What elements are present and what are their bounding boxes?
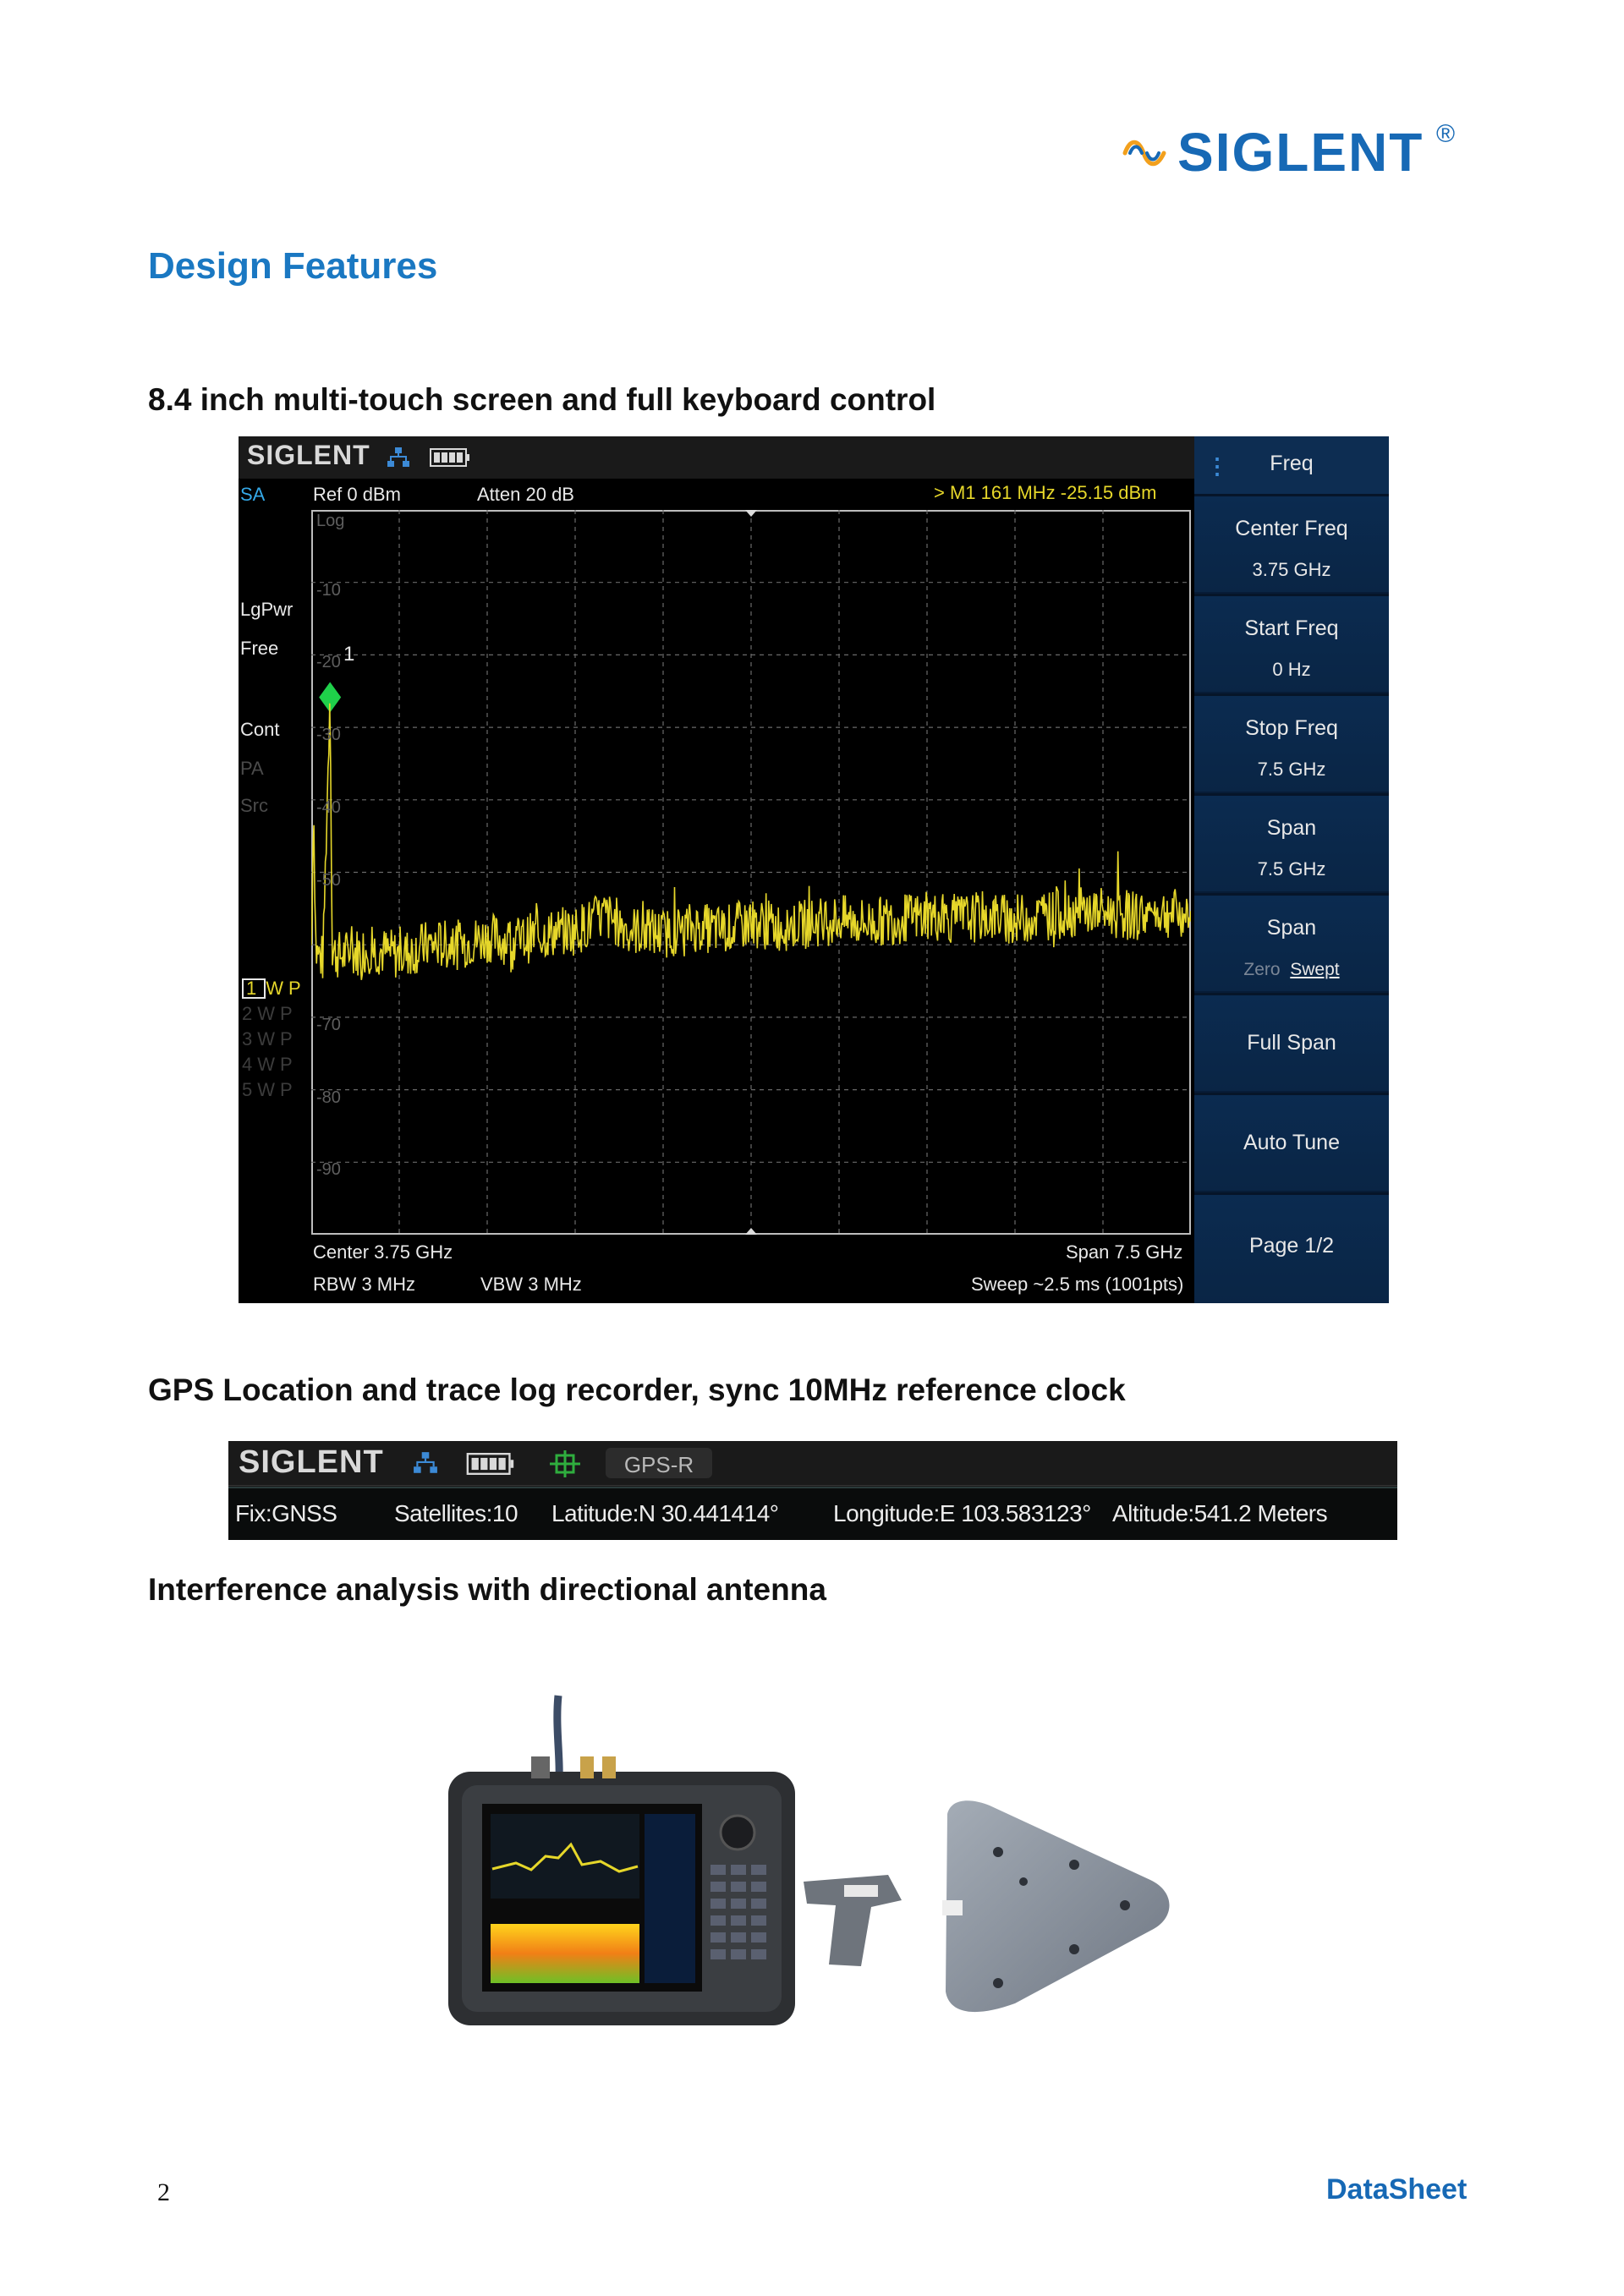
menu-title-bar[interactable] bbox=[1194, 436, 1389, 494]
footer-datasheet-label: DataSheet bbox=[1326, 2173, 1468, 2206]
trace-detector: P bbox=[280, 1003, 298, 1024]
marker-1-label: 1 bbox=[343, 643, 355, 666]
trace-number: 4 bbox=[242, 1054, 258, 1075]
vbw-readout: VBW 3 MHz bbox=[480, 1274, 582, 1295]
softkey-label: Auto Tune bbox=[1243, 1131, 1340, 1154]
page-title: Design Features bbox=[148, 245, 438, 287]
gps-status-bar bbox=[228, 1441, 1397, 1540]
menu-title: Freq bbox=[1270, 452, 1314, 475]
trace-number: 3 bbox=[242, 1028, 258, 1049]
reference-level: Ref 0 dBm bbox=[313, 484, 401, 505]
gps-receiver-label: GPS-R bbox=[623, 1452, 694, 1477]
spectrum-plot[interactable] bbox=[311, 510, 1191, 1235]
y-tick-label: -80 bbox=[316, 1088, 341, 1107]
span-mode-options bbox=[1194, 960, 1389, 980]
softkey-label: Page 1/2 bbox=[1248, 1234, 1335, 1258]
siglent-logo bbox=[1122, 118, 1468, 186]
trace-detector: P bbox=[280, 1054, 298, 1075]
analyzer-brand: SIGLENT bbox=[247, 440, 370, 470]
spectrum-plot-svg bbox=[311, 510, 1191, 1235]
trace-type: W bbox=[257, 1079, 281, 1100]
trace-detector: P bbox=[288, 978, 306, 999]
y-tick-label: -50 bbox=[316, 870, 341, 890]
trace-row[interactable] bbox=[242, 1054, 298, 1076]
trace-row[interactable] bbox=[242, 1079, 298, 1101]
page-number: 2 bbox=[157, 2178, 170, 2206]
trigger-status: Free bbox=[240, 638, 279, 659]
gps-title-bar bbox=[228, 1441, 1397, 1486]
detector-status: LgPwr bbox=[240, 599, 294, 620]
center-notch-top bbox=[745, 510, 757, 517]
trace-row[interactable] bbox=[242, 978, 306, 1000]
trace-type: W bbox=[257, 1028, 281, 1049]
softkey-label: Span bbox=[1266, 916, 1317, 940]
softkey-value: 0 Hz bbox=[1272, 659, 1311, 680]
network-icon bbox=[413, 1451, 438, 1475]
product-photo bbox=[431, 1679, 1243, 2025]
softkey-label: Center Freq bbox=[1235, 517, 1348, 540]
trace-number: 5 bbox=[242, 1079, 258, 1100]
section-heading-interference: Interference analysis with directional antenna bbox=[148, 1572, 826, 1607]
y-tick-label: -30 bbox=[316, 726, 341, 745]
softkey-page[interactable] bbox=[1194, 1192, 1389, 1303]
softkey-span[interactable] bbox=[1194, 793, 1389, 891]
y-tick-label: -10 bbox=[316, 580, 341, 600]
trace-number: 2 bbox=[242, 1003, 258, 1024]
softkey-span-mode[interactable] bbox=[1194, 893, 1389, 991]
section-heading-gps: GPS Location and trace log recorder, sync 10MHz reference clock bbox=[148, 1373, 1126, 1407]
gps-receiver-status bbox=[606, 1448, 712, 1478]
softkey-label: Full Span bbox=[1247, 1031, 1336, 1055]
marker-readout: > M1 161 MHz -25.15 dBm bbox=[934, 482, 1157, 503]
gps-brand: SIGLENT bbox=[239, 1444, 384, 1480]
preamp-status: PA bbox=[240, 758, 264, 779]
network-icon bbox=[387, 447, 410, 469]
softkey-center-freq[interactable] bbox=[1194, 494, 1389, 592]
y-tick-label: -40 bbox=[316, 797, 341, 817]
trace-type: W bbox=[257, 1003, 281, 1024]
softkey-label: Stop Freq bbox=[1245, 716, 1338, 740]
spectrum-analyzer-screen bbox=[239, 436, 1389, 1303]
analyzer-and-antenna-illustration bbox=[431, 1679, 1243, 2025]
center-notch-bottom bbox=[745, 1228, 757, 1235]
more-options-icon[interactable]: ⋮ bbox=[1206, 453, 1228, 479]
span-mode-zero[interactable]: Zero bbox=[1243, 960, 1281, 979]
trace-row[interactable] bbox=[242, 1003, 298, 1025]
softkey-full-span[interactable] bbox=[1194, 993, 1389, 1091]
trace-type: W bbox=[257, 1054, 281, 1075]
trace-detector: P bbox=[280, 1079, 298, 1100]
softkey-start-freq[interactable] bbox=[1194, 594, 1389, 692]
rotary-knob bbox=[721, 1816, 754, 1849]
gps-fix: Fix:GNSS bbox=[235, 1500, 337, 1526]
softkey-stop-freq[interactable] bbox=[1194, 693, 1389, 792]
gps-altitude: Altitude:541.2 Meters bbox=[1112, 1500, 1328, 1526]
registered-mark: ® bbox=[1436, 120, 1456, 148]
gps-crosshair-icon bbox=[548, 1449, 582, 1478]
span-mode-swept[interactable]: Swept bbox=[1290, 960, 1340, 979]
section-heading-touchscreen: 8.4 inch multi-touch screen and full keyboard control bbox=[148, 382, 936, 417]
gps-satellites: Satellites:10 bbox=[394, 1500, 518, 1526]
softkey-menu bbox=[1194, 436, 1389, 1303]
gps-latitude: Latitude:N 30.441414° bbox=[551, 1500, 779, 1526]
siglent-wave-icon bbox=[1122, 132, 1171, 174]
softkey-value: 7.5 GHz bbox=[1257, 759, 1326, 780]
y-tick-label: -90 bbox=[316, 1160, 341, 1180]
logo-wordmark: SIGLENT bbox=[1177, 122, 1424, 183]
attenuation: Atten 20 dB bbox=[477, 484, 574, 505]
trace-number: 1 bbox=[242, 978, 266, 999]
softkey-value: 7.5 GHz bbox=[1257, 858, 1326, 879]
trace-type: W bbox=[266, 978, 289, 999]
directional-antenna bbox=[946, 1800, 1170, 2012]
trace-row[interactable] bbox=[242, 1028, 298, 1050]
y-tick-label: -70 bbox=[316, 1015, 341, 1034]
softkey-auto-tune[interactable] bbox=[1194, 1093, 1389, 1191]
softkey-label: Span bbox=[1266, 816, 1317, 840]
softkey-value: 3.75 GHz bbox=[1252, 559, 1331, 580]
scale-label: Log bbox=[316, 512, 345, 530]
softkey-label: Start Freq bbox=[1244, 616, 1339, 640]
span-readout: Span 7.5 GHz bbox=[1066, 1241, 1183, 1263]
sweep-readout: Sweep ~2.5 ms (1001pts) bbox=[971, 1274, 1184, 1295]
source-status: Src bbox=[240, 795, 268, 816]
center-frequency: Center 3.75 GHz bbox=[313, 1241, 453, 1263]
analyzer-title-bar bbox=[239, 436, 1194, 479]
trace-detector: P bbox=[280, 1028, 298, 1049]
gps-longitude: Longitude:E 103.583123° bbox=[833, 1500, 1091, 1526]
y-tick-label: -20 bbox=[316, 653, 341, 672]
mode-indicator: SA bbox=[240, 484, 266, 505]
sweep-mode-status: Cont bbox=[240, 719, 280, 740]
battery-icon bbox=[465, 1453, 516, 1475]
rbw-readout: RBW 3 MHz bbox=[313, 1274, 415, 1295]
battery-icon bbox=[430, 448, 470, 467]
